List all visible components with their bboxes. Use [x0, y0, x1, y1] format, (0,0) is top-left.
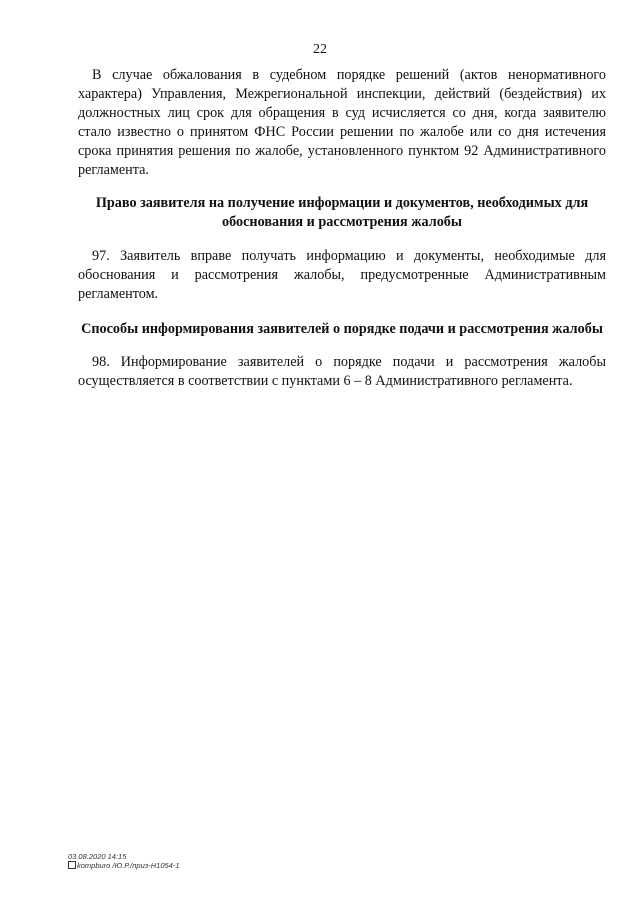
- page-number: 22: [313, 42, 327, 57]
- document-footer: [68, 852, 180, 870]
- document-body: [78, 66, 606, 391]
- paragraph-98: 98. Информирование заявителей о порядке подачи и рассмотрения жалобы осуществляется в соответствии с пунктами 6 – 8 Административного регламента.: [78, 354, 606, 389]
- section-heading-informing-methods: Способы информирования заявителей о порядке подачи и рассмотрения жалобы: [81, 321, 603, 337]
- footer-file-path-row: [68, 861, 180, 870]
- footer-file-path: kompburo /Ю.Р./приз-Н1054-1: [77, 861, 180, 870]
- file-icon: [68, 861, 76, 869]
- footer-timestamp: 03.08.2020 14:15: [68, 852, 127, 861]
- paragraph-97: 97. Заявитель вправе получать информацию и документы, необходимые для обоснования и рассмотрения жалобы, предусмотренные Административным регламентом.: [78, 248, 606, 302]
- paragraph-appeal-court: В случае обжалования в судебном порядке решений (актов ненормативного характера) Управления, Межрегиональной инспекции, действий (бездействия) их должностных лиц срок для обращения в суд исчисляется со дня, когда заявителю стало известно о принятом ФНС России решении по жалобе или со дня истечения срока принятия решения по жалобе, установленного пунктом 92 Административного регламента.: [78, 67, 606, 178]
- section-heading-right-to-information: Право заявителя на получение информации и документов, необходимых для обоснования и рассмотрения жалобы: [95, 195, 589, 230]
